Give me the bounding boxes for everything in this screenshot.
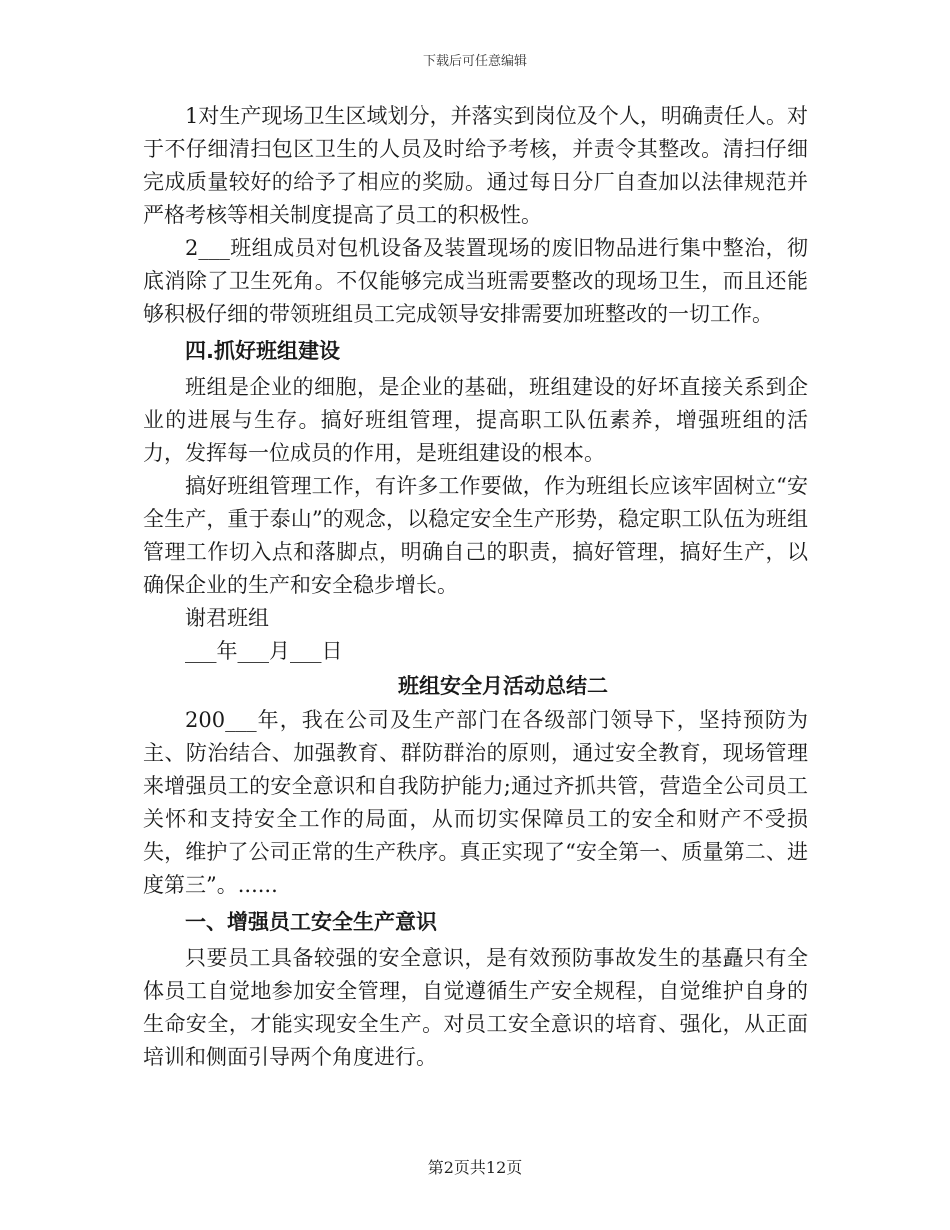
document-body	[143, 100, 808, 1074]
paragraph-4: 搞好班组管理工作，有许多工作要做，作为班组长应该牢固树立“安全生产，重于泰山”的观念，以稳定安全生产形势，稳定职工队伍为班组管理工作切入点和落脚点，明确自己的职责，搞好管理，搞好生产，以确保企业的生产和安全稳步增长。	[143, 474, 808, 597]
paragraph-2: 2___班组成员对包机设备及装置现场的废旧物品进行集中整治，彻底消除了卫生死角。不仅能够完成当班需要整改的现场卫生，而且还能够积极仔细的带领班组员工完成领导安排需要加班整改的一切工作。	[143, 236, 808, 326]
section-heading-4: 四.抓好班组建设	[185, 339, 340, 363]
page-header-note: 下载后可任意编辑	[422, 54, 527, 69]
paragraph-1: 1对生产现场卫生区域划分，并落实到岗位及个人，明确责任人。对于不仔细清扫包区卫生的人员及时给予考核，并责令其整改。清扫仔细完成质量较好的给予了相应的奖励。通过每日分厂自查加以法律规范并严格考核等相关制度提高了员工的积极性。	[143, 104, 808, 227]
date-line: ___年___月___日	[185, 639, 343, 663]
document-title-2: 班组安全月活动总结二	[398, 674, 608, 698]
paragraph-5: 200___年，我在公司及生产部门在各级部门领导下，坚持预防为主、防治结合、加强教育、群防群治的原则，通过安全教育，现场管理来增强员工的安全意识和自我防护能力;通过齐抓共管，营造全公司员工关怀和支持安全工作的局面，从而切实保障员工的安全和财产不受损失，维护了公司正常的生产秩序。真正实现了“安全第一、质量第二、进度第三”。......	[143, 708, 808, 897]
page-number: 第2页共12页	[427, 1158, 523, 1177]
paragraph-3: 班组是企业的细胞，是企业的基础，班组建设的好坏直接关系到企业的进展与生存。搞好班组管理，提高职工队伍素养，增强班组的活力，发挥每一位成员的作用，是班组建设的根本。	[143, 375, 808, 465]
section-heading-1: 一、增强员工安全生产意识	[185, 910, 437, 934]
paragraph-6: 只要员工具备较强的安全意识，是有效预防事故发生的基矗只有全体员工自觉地参加安全管理，自觉遵循生产安全规程，自觉维护自身的生命安全，才能实现安全生产。对员工安全意识的培育、强化，从正面培训和侧面引导两个角度进行。	[143, 946, 808, 1069]
signature: 谢君班组	[185, 606, 269, 630]
